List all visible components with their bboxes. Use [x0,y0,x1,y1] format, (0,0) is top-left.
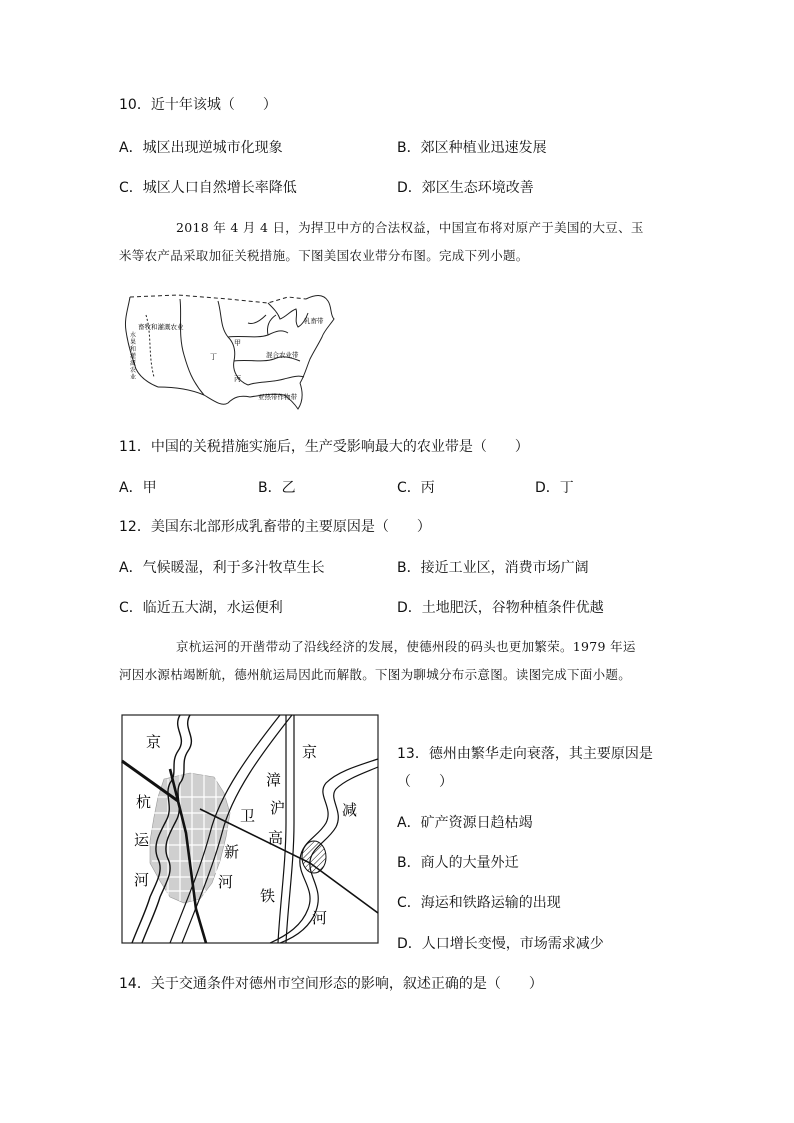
map1-label-fruit-5: 溉 [130,360,137,367]
q10-stem: 10．近十年该城（ ） [119,97,277,113]
passage2-line1: 京杭运河的开凿带动了沿线经济的发展，使德州段的码头也更加繁荣。1979 年运 [176,639,636,654]
passage1-line2: 米等农产品采取加征关税措施。下图美国农业带分布图。完成下列小题。 [119,248,529,263]
map2-label-hu: 沪 [270,799,286,817]
q12-option-c: C．临近五大湖，水运便利 [119,600,283,616]
q10-option-b: B．郊区种植业迅速发展 [397,140,547,156]
map1-label-ranch: 畜牧和灌溉农业 [138,323,184,331]
q11-option-d: D．丁 [535,480,574,496]
q12-option-b: B．接近工业区，消费市场广阔 [397,560,589,576]
q10-option-c: C．城区人口自然增长率降低 [119,180,297,196]
map2-label-wei: 卫 [240,807,256,825]
map2-label-tie: 铁 [260,887,276,905]
map1-label-dairy: 乳畜带 [304,317,324,325]
map1-label-jia: 甲 [234,339,241,347]
map2-label-he2: 河 [218,873,234,891]
q13-stem-line2: （ ） [397,774,453,790]
q12-option-d: D．土地肥沃，谷物种植条件优越 [397,600,604,616]
q13-option-a: A．矿产资源日趋枯竭 [397,815,533,831]
map1-label-bing: 丙 [234,375,241,383]
q13-option-c: C．海运和铁路运输的出现 [397,895,561,911]
dezhou-canal-map [120,713,380,945]
map1-label-mixed: 混合农业带 [266,351,299,359]
map1-label-fruit-6: 农 [130,367,137,374]
q10-option-a: A．城区出现逆城市化现象 [119,140,283,156]
passage1-line1: 2018 年 4 月 4 日，为捍卫中方的合法权益，中国宣布将对原产于美国的大豆、玉 [176,220,644,235]
map2-label-hang: 杭 [136,793,152,811]
q11-option-a: A．甲 [119,480,157,496]
q12-stem: 12．美国东北部形成乳畜带的主要原因是（ ） [119,519,431,535]
map2-label-jing-hsr: 京 [302,743,318,761]
map2-label-yun: 运 [134,831,150,849]
map1-label-fruit-1: 水 [130,332,137,339]
q11-option-c: C．丙 [397,480,435,496]
map1-label-fruit-7: 业 [130,374,137,381]
q13-option-d: D．人口增长变慢，市场需求减少 [397,936,604,952]
q11-option-b: B．乙 [258,480,296,496]
q11-stem: 11．中国的关税措施实施后，生产受影响最大的农业带是（ ） [119,439,529,455]
map1-label-ding: 丁 [210,353,217,361]
q10-option-d: D．郊区生态环境改善 [397,180,534,196]
map1-label-subtropical: 亚热带作物带 [258,393,297,401]
map2-label-jing: 京 [146,733,162,751]
passage2-line2: 河因水源枯竭断航，德州航运局因此而解散。下图为聊城分布示意图。读图完成下面小题。 [119,667,632,682]
map1-label-fruit-2: 果 [130,339,137,346]
map1-label-fruit-4: 灌 [130,353,137,360]
map2-label-zhang: 漳 [266,771,282,789]
q14-stem: 14．关于交通条件对德州市空间形态的影响，叙述正确的是（ ） [119,976,543,992]
map2-label-he3: 河 [312,909,328,927]
map2-label-jian: 减 [342,801,358,819]
q13-option-b: B．商人的大量外迁 [397,855,519,871]
map2-label-gao: 高 [268,829,284,847]
map1-label-fruit-3: 和 [130,346,137,353]
map2-label-he: 河 [134,871,150,889]
q13-stem-line1: 13．德州由繁华走向衰落，其主要原因是 [397,746,653,762]
map2-label-xin: 新 [224,843,240,861]
us-agriculture-belt-map [118,285,340,413]
q12-option-a: A．气候暖湿，利于多汁牧草生长 [119,560,325,576]
